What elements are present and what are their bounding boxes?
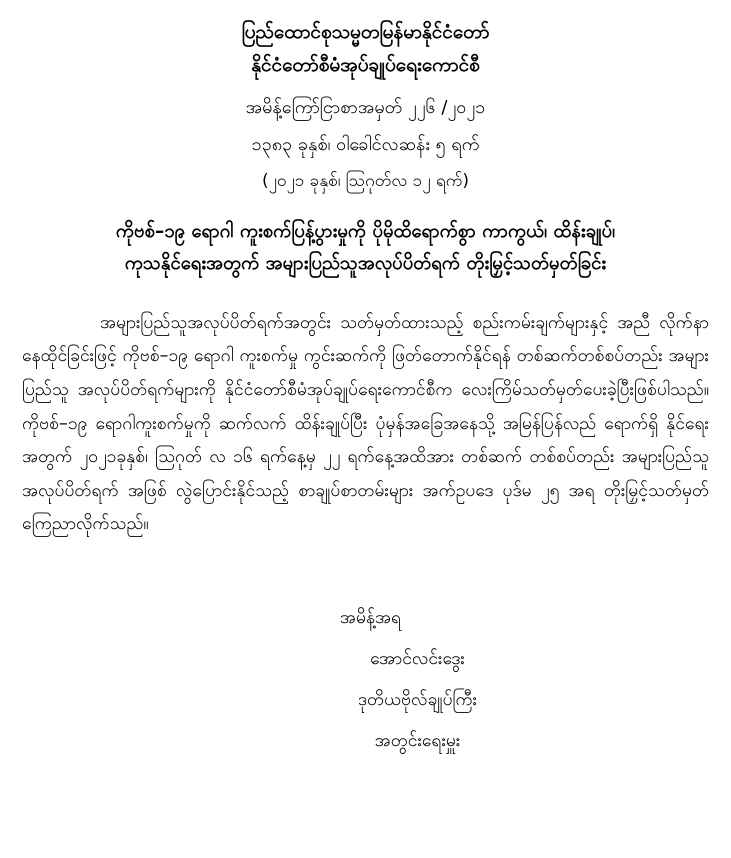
date-gregorian: (၂၀၂၁ ခုနှစ်၊ ဩဂုတ်လ ၁၂ ရက်) — [261, 170, 470, 191]
document-body — [18, 307, 713, 542]
subject-line-1: ကိုဗစ်–၁၉ ရောဂါ ကူးစက်ပြန့်ပွားမှုကို ပိုမိုထိရောက်စွာ ကာကွယ်၊ ထိန်းချုပ်၊ — [115, 221, 616, 242]
body-paragraph — [22, 307, 709, 542]
signatory-department: အတွင်းရေးမှူး — [374, 731, 461, 752]
document-header-line2: နိုင်ငံတော်စီမံအုပ်ချုပ်ရေးကောင်စီ — [251, 54, 480, 77]
document-header-line1: ပြည်ထောင်စုသမ္မတမြန်မာနိုင်ငံတော် — [241, 21, 490, 43]
signatory-name: အောင်လင်းဒွေး — [370, 649, 465, 670]
by-order-label: အမိန့်အရ — [339, 607, 402, 628]
date-myanmar-era: ၁၃၈၃ ခုနှစ်၊ ဝါခေါင်လဆန်း ၅ ရက် — [251, 133, 480, 155]
subject-line-2: ကုသနိုင်ရေးအတွက် အများပြည်သူအလုပ်ပိတ်ရက် တိုးမြှင့်သတ်မှတ်ခြင်း — [124, 253, 607, 275]
body-paragraph-text: အများပြည်သူအလုပ်ပိတ်ရက်အတွင်း သတ်မှတ်ထားသည့် စည်းကမ်းချက်များနှင့် အညီ လိုက်နာနေထိုင်ခြင်းဖြင့် ကိုဗစ်–၁၉ ရောဂါ ကူးစက်မှု ကွင်းဆက်ကို ဖြတ်တောက်နိုင်ရန် တစ်ဆက်တစ်စပ်တည်း အများပြည်သူ အလုပ်ပိတ်ရက်များကို နိုင်ငံတော်စီမံအုပ်ချုပ်ရေးကောင်စီက လေးကြိမ်သတ်မှတ်ပေးခဲ့ပြီးဖြစ်ပါသည်။ ကိုဗစ်–၁၉ ရောဂါကူးစက်မှုကို ဆက်လက် ထိန်းချုပ်ပြီး ပုံမှန်အခြေအနေသို့ အမြန်ပြန်လည် ရောက်ရှိ နိုင်ရေးအတွက် ၂၀၂၁ခုနှစ်၊ ဩဂုတ် လ ၁၆ ရက်နေ့မှ ၂၂ ရက်နေ့အထိအား တစ်ဆက် တစ်စပ်တည်း အများပြည်သူအလုပ်ပိတ်ရက် အဖြစ် လွဲပြောင်းနိုင်သည့် စာချုပ်စာတမ်းများ အက်ဥပဒေ ပုဒ်မ ၂၅ အရ တိုးမြှင့်သတ်မှတ် ကြေညာလိုက်သည်။ — [22, 312, 709, 535]
order-number: အမိန့်ကြော်ငြာစာအမှတ် ၂၂၆ /၂၀၂၁ — [245, 96, 486, 118]
document-subject — [18, 216, 713, 281]
signatory-title: ဒုတိယဗိုလ်ချုပ်ကြီး — [357, 690, 478, 711]
signature-block — [18, 598, 713, 763]
